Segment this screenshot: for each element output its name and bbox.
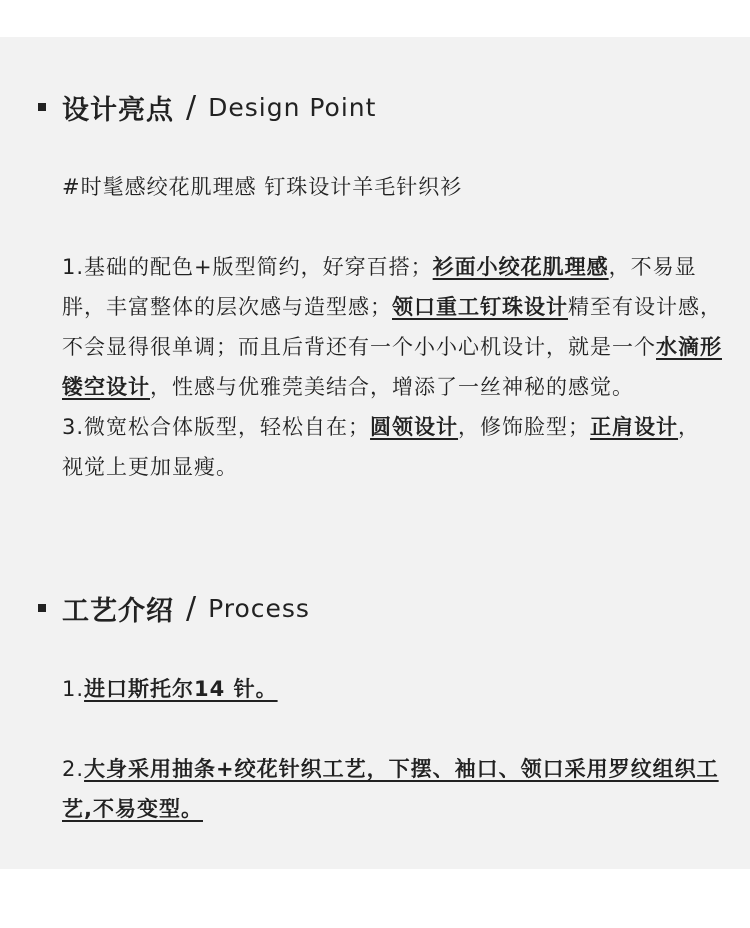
design-paragraph-2 <box>62 407 722 487</box>
design-title-en: Design Point <box>208 92 377 122</box>
highlight-beading: 领口重工钉珠设计 <box>392 295 568 319</box>
process-title-cn: 工艺介绍 <box>62 595 174 627</box>
highlight-texture: 衫面小绞花肌理感 <box>432 255 609 279</box>
title-separator: / <box>186 89 197 125</box>
highlight-round-neck: 圆领设计 <box>370 415 459 439</box>
process-heading <box>38 588 310 628</box>
design-paragraph-1 <box>62 247 722 407</box>
process-title-en: Process <box>208 593 310 623</box>
process-item-2-text: 大身采用抽条+绞花针织工艺，下摆、袖口、领口采用罗纹组织工艺,不易变型。 <box>62 757 719 821</box>
design-title-cn: 设计亮点 <box>62 94 174 126</box>
text-run: 精至有设计感，不会显得很单调；而且后背还有一个小小心机设计，就是一个 <box>62 295 722 359</box>
design-tags <box>62 167 722 207</box>
process-item-1-text: 进口斯托尔14 针。 <box>84 677 278 701</box>
process-item-1 <box>62 669 722 709</box>
item-number: 1. <box>62 677 85 701</box>
design-description <box>62 247 722 487</box>
text-run: 3.微宽松合体版型，轻松自在； <box>62 415 371 439</box>
highlight-cutout: 水滴形镂空设计 <box>62 335 722 399</box>
text-run: ，视觉上更加显瘦。 <box>62 415 701 479</box>
title-separator: / <box>186 590 197 626</box>
bullet-square-icon <box>38 604 46 612</box>
text-run: ，性感与优雅莞美结合，增添了一丝神秘的感觉。 <box>150 375 634 399</box>
process-item-2 <box>62 749 722 829</box>
highlight-shoulder: 正肩设计 <box>590 415 679 439</box>
item-number: 2. <box>62 757 85 781</box>
text-run: 1.基础的配色+版型简约，好穿百搭； <box>62 255 433 279</box>
design-point-heading <box>38 87 376 127</box>
text-run: ，修饰脸型； <box>458 415 591 439</box>
tags-text: #时髦感绞花肌理感 钉珠设计羊毛针织衫 <box>62 175 463 199</box>
text-run: ，不易显胖，丰富整体的层次感与造型感； <box>62 255 697 319</box>
bullet-square-icon <box>38 103 46 111</box>
